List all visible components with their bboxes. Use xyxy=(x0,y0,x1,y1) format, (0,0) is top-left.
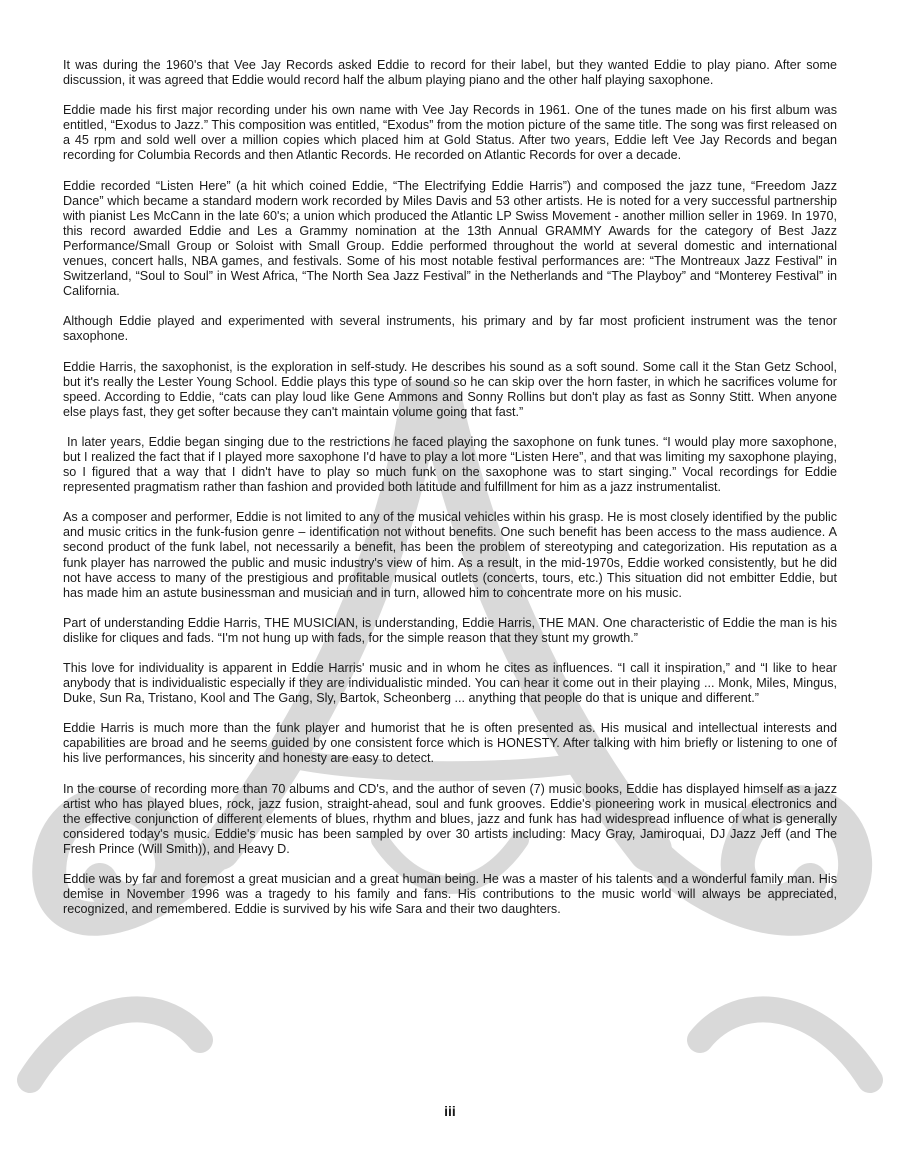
paragraph-legacy: Eddie was by far and foremost a great musician and a great human being. He was a master of his talents and a wonderful family man. His demise in November 1996 was a tragedy to his family and fans. His contributions to the music world will always be appreciated, recognized, and remembered. Eddie is survived by his wife Sara and their two daughters. xyxy=(63,872,837,917)
paragraph-honesty: Eddie Harris is much more than the funk player and humorist that he is often presented as. His musical and intellectual interests and capabilities are broad and he seems guided by one consistent force which is HONESTY. After talking with him briefly or listening to one of his live performances, his sincerity and honesty are easy to detect. xyxy=(63,721,837,766)
paragraph-listen-here: Eddie recorded “Listen Here” (a hit which coined Eddie, “The Electrifying Eddie Harris”) and composed the jazz tune, “Freedom Jazz Dance” which became a standard modern work recorded by Miles Davis and 53 other artists. He is noted for a very successful partnership with pianist Les McCann in the late 60's; a union which produced the Atlantic LP Swiss Movement - another million seller in 1969. In 1970, this record awarded Eddie and Les a Grammy nomination at the 13th Annual GRAMMY Awards for the category of Best Jazz Performance/Small Group or Soloist with Small Group. Eddie performed throughout the world at several domestic and international venues, concert halls, NBA games, and festivals. Some of his most notable festival performances are: “The Montreaux Jazz Festival” in Switzerland, “Soul to Soul” in West Africa, “The North Sea Jazz Festival” in the Netherlands and “The Playboy” and “Monterey Festival” in California. xyxy=(63,178,837,299)
paragraph-primary-instrument: Although Eddie played and experimented with several instruments, his primary and by far most proficient instrument was the tenor saxophone. xyxy=(63,314,837,344)
paragraph-composer-performer: As a composer and performer, Eddie is not limited to any of the musical vehicles within his grasp. He is most closely identified by the public and music critics in the funk-fusion genre – identification not without benefits. One such benefit has been access to the mass audience. A second product of the funk label, not necessarily a benefit, has been the problem of stereotyping and categorization. His reputation as a funk player has narrowed the public and music industry's view of him. As a result, in the mid-1970s, Eddie worked consistently, but he did not have access to many of the prestigious and profitable musical outlets (concerts, tours, etc.) This situation did not embitter Eddie, but has made him an astute businessman and musician and in turn, allowed him to concentrate more on his music. xyxy=(63,510,837,600)
paragraph-saxophonist-sound: Eddie Harris, the saxophonist, is the exploration in self-study. He describes his sound as a soft sound. Some call it the Stan Getz School, but it's really the Lester Young School. Eddie plays this type of sound so he can skip over the horn faster, in which he sacrifices volume for speed. According to Eddie, “cats can play loud like Gene Ammons and Sonny Rollins but don't play as fast as Sonny Stitt. When anyone else plays fast, they get softer because they can't maintain volume going that fast.” xyxy=(63,359,837,419)
paragraph-singing: In later years, Eddie began singing due to the restrictions he faced playing the saxophone on funk tunes. “I would play more saxophone, but I realized the fact that if I played more saxophone I'd have to play a lot more “Listen Here”, and that was limiting my saxophone playing, so I figured that a way that I didn't have to play so much funk on the saxophone was to start singing.” Vocal recordings for Eddie represented pragmatism rather than fashion and provided both latitude and fulfillment for him as a jazz instrumentalist. xyxy=(63,434,837,495)
paragraph-individuality: This love for individuality is apparent in Eddie Harris' music and in whom he cites as influences. “I call it inspiration,” and “I like to hear anybody that is individualistic especially if they are individualistic minded. You can hear it come out in their playing ... Monk, Miles, Mingus, Duke, Sun Ra, Tristano, Kool and The Gang, Sly, Bartok, Scheonberg ... anything that people do that is unique and different.” xyxy=(63,661,837,706)
paragraph-the-man: Part of understanding Eddie Harris, THE MUSICIAN, is understanding, Eddie Harris, THE MAN. One characteristic of Eddie the man is his dislike for cliques and fads. “I'm not hung up with fads, for the simple reason that they stunt my growth.” xyxy=(63,615,837,645)
page-number: iii xyxy=(444,1103,456,1119)
body-text xyxy=(63,58,837,932)
paragraph-first-major-recording: Eddie made his first major recording under his own name with Vee Jay Records in 1961. One of the tunes made on his first album was entitled, “Exodus to Jazz.” This composition was entitled, “Exodus” from the motion picture of the same title. The song was first released on a 45 rpm and sold well over a million copies which placed him at Gold Status. After two years, Eddie left Vee Jay Records and began recording for Columbia Records and then Atlantic Records. He recorded on Atlantic Records for over a decade. xyxy=(63,103,837,163)
paragraph-recordings: In the course of recording more than 70 albums and CD's, and the author of seven (7) music books, Eddie has displayed himself as a jazz artist who has played blues, rock, jazz fusion, straight-ahead, soul and funk grooves. Eddie's pioneering work in musical electronics and the effective conjunction of different elements of blues, rhythm and blues, jazz and funk has had widespread influence of what is generally considered today's music. Eddie's music has been sampled by over 30 artists including: Macy Gray, Jamiroquai, DJ Jazz Jeff (and The Fresh Prince (Will Smith)), and Heavy D. xyxy=(63,781,837,856)
paragraph-vee-jay-piano: It was during the 1960's that Vee Jay Records asked Eddie to record for their label, but they wanted Eddie to play piano. After some discussion, it was agreed that Eddie would record half the album playing piano and the other half playing saxophone. xyxy=(63,58,837,88)
